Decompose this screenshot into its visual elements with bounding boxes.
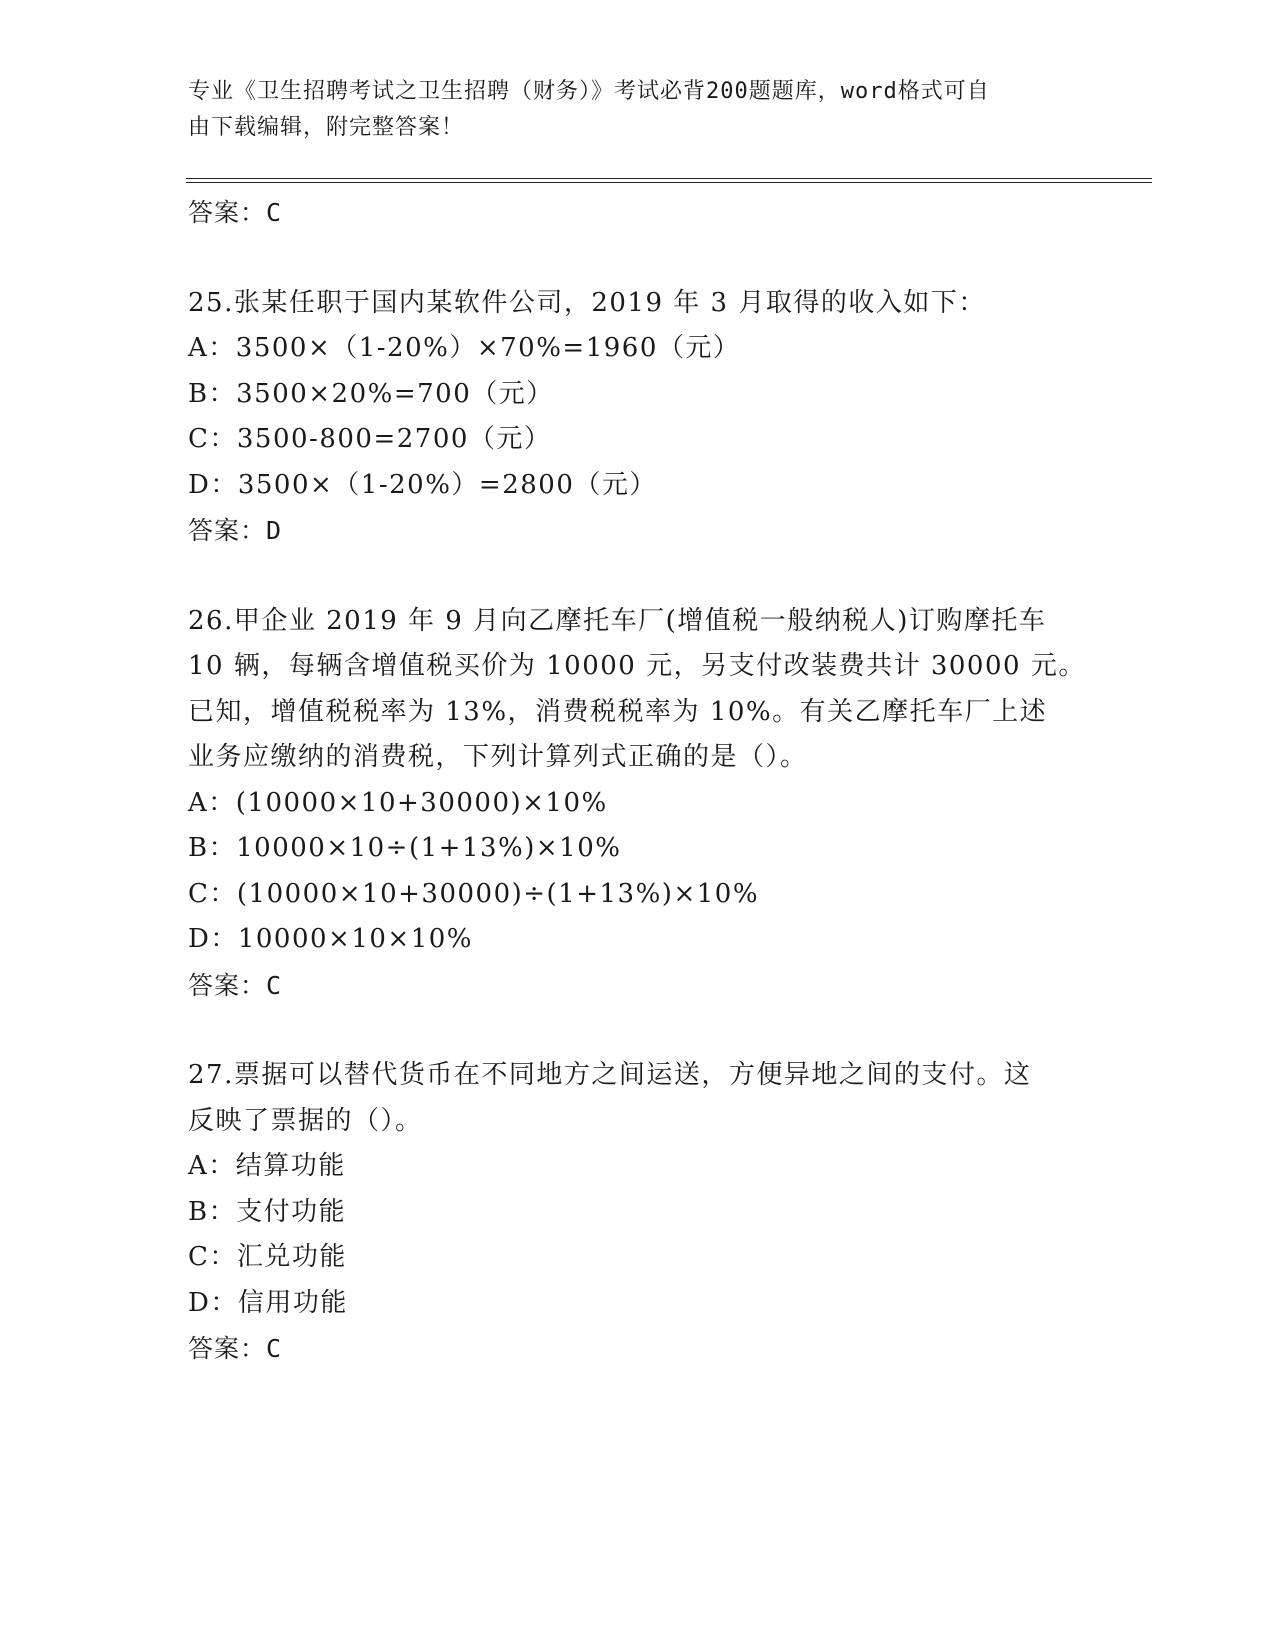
option-a: A：(10000×10+30000)×10% xyxy=(188,787,608,818)
question-25 xyxy=(188,281,1088,554)
question-26 xyxy=(188,599,1088,1009)
header-line-2: 由下载编辑，附完整答案！ xyxy=(188,115,465,140)
header-rule-thin xyxy=(186,182,1152,183)
question-stem: 25.张某任职于国内某软件公司，2019 年 3 月取得的收入如下： xyxy=(188,287,986,318)
option-d: D：3500×（1-20%）=2800（元） xyxy=(188,469,657,500)
option-b: B：支付功能 xyxy=(188,1196,347,1227)
option-b: B：10000×10÷(1+13%)×10% xyxy=(188,833,622,863)
question-stem: 27.票据可以替代货币在不同地方之间运送，方便异地之间的支付。这 xyxy=(188,1060,1032,1090)
header-rule xyxy=(186,178,1152,179)
question-27 xyxy=(188,1053,1088,1372)
option-a: A：3500×（1-20%）×70%=1960（元） xyxy=(188,333,741,363)
question-stem: 业务应缴纳的消费税，下列计算列式正确的是（）。 xyxy=(188,742,808,772)
previous-answer: 答案：C xyxy=(188,198,283,227)
answer: 答案：C xyxy=(188,970,283,1000)
option-c: C：3500-800=2700（元） xyxy=(188,424,552,454)
option-c: C：汇兑功能 xyxy=(188,1242,347,1272)
question-list xyxy=(188,190,1088,1372)
option-c: C：(10000×10+30000)÷(1+13%)×10% xyxy=(188,878,760,909)
option-d: D：信用功能 xyxy=(188,1287,348,1318)
question-stem: 10 辆，每辆含增值税买价为 10000 元，另支付改装费共计 30000 元。 xyxy=(188,651,1086,681)
header-line-1: 专业《卫生招聘考试之卫生招聘（财务）》考试必背200题题库，word格式可自 xyxy=(188,79,990,104)
question-stem: 反映了票据的（）。 xyxy=(188,1105,423,1136)
option-b: B：3500×20%=700（元） xyxy=(188,378,554,409)
spacer xyxy=(188,554,1088,599)
document-header xyxy=(188,74,1078,146)
question-stem: 26.甲企业 2019 年 9 月向乙摩托车厂(增值税一般纳税人)订购摩托车 xyxy=(188,605,1047,636)
spacer xyxy=(188,1008,1088,1053)
answer: 答案：C xyxy=(188,1334,283,1363)
answer: 答案：D xyxy=(188,516,283,545)
option-d: D：10000×10×10% xyxy=(188,924,473,954)
question-stem: 已知，增值税税率为 13%，消费税税率为 10%。有关乙摩托车厂上述 xyxy=(188,696,1048,727)
option-a: A：结算功能 xyxy=(188,1151,346,1181)
spacer xyxy=(188,236,1088,281)
